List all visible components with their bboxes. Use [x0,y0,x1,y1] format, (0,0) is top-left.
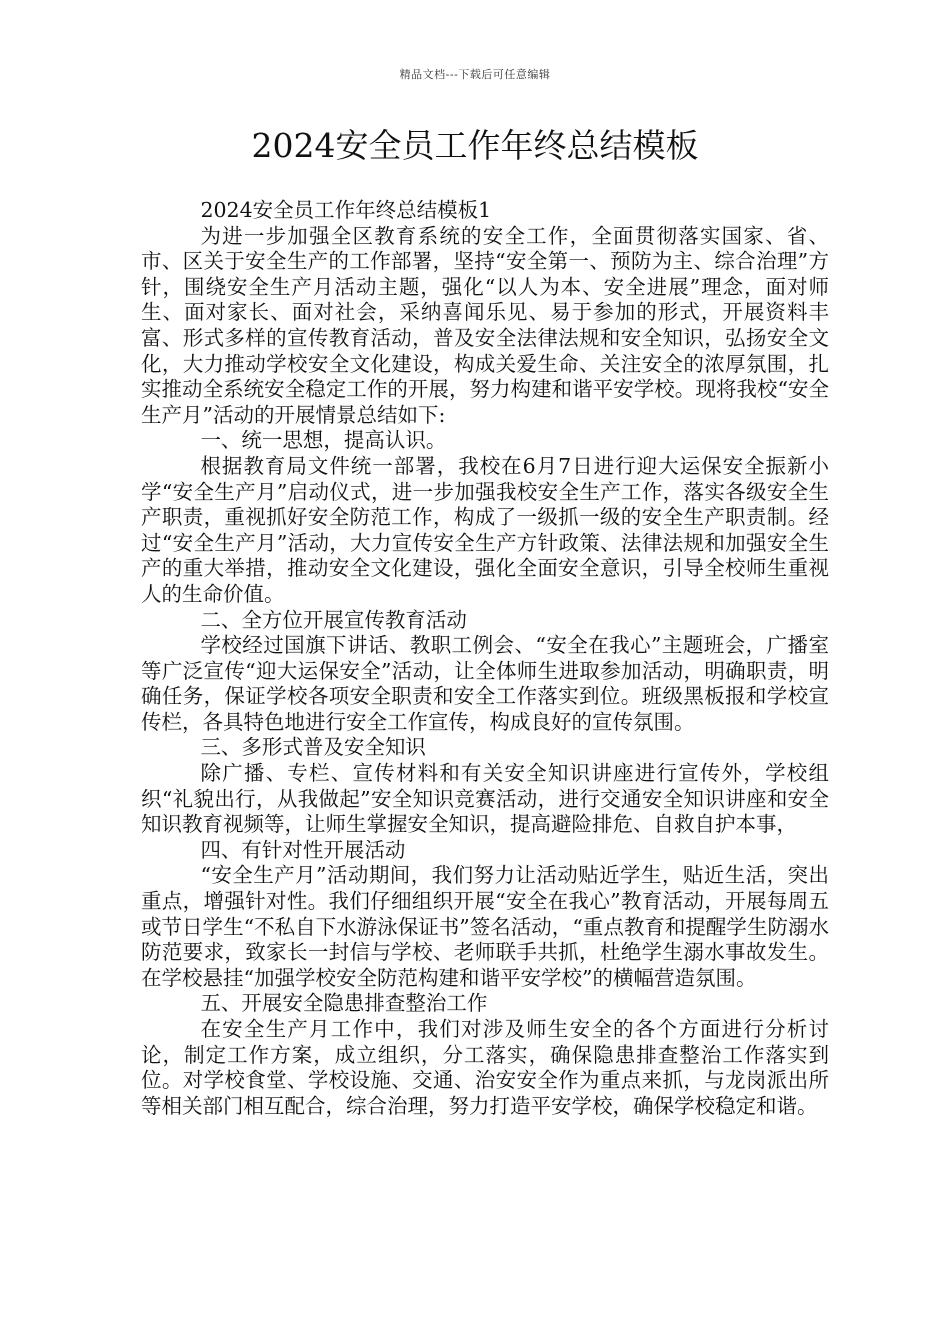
paragraph: 在安全生产月工作中，我们对涉及师生安全的各个方面进行分析讨论，制定工作方案，成立组织，分工落实，确保隐患排查整治工作落实到位。对学校食堂、学校设施、交通、治安安全作为重点来抓，与龙岗派出所等相关部门相互配合，综合治理，努力打造平安学校，确保学校稳定和谐。 [141,1017,829,1118]
section-heading: 四、有针对性开展活动 [200,837,406,862]
paragraph: 为进一步加强全区教育系统的安全工作，全面贯彻落实国家、省、市、区关于安全生产的工作部署，坚持“安全第一、预防为主、综合治理”方针，围绕安全生产月活动主题，强化“以人为本、安全进展”理念，面对师生、面对家长、面对社会，采纳喜闻乐见、易于参加的形式，开展资料丰富、形式多样的宣传教育活动，普及安全法律法规和安全知识，弘扬安全文化，大力推动学校安全文化建设，构成关爱生命、关注安全的浓厚氛围，扎实推动全系统安全稳定工作的开展，努力构建和谐平安学校。现将我校“安全生产月”活动的开展情景总结如下: [141,223,829,427]
header-note: 精品文档---下载后可任意编辑 [399,68,551,81]
paragraph: 根据教育局文件统一部署，我校在6月7日进行迎大运保安全振新小学“安全生产月”启动仪式，进一步加强我校安全生产工作，落实各级安全生产职责，重视抓好安全防范工作，构成了一级抓一级的安全生产职责制。经过“安全生产月”活动，大力宣传安全生产方针政策、法律法规和加强安全生产的重大举措，推动安全文化建设，强化全面安全意识，引导全校师生重视人的生命价值。 [141,453,829,606]
paragraph: 除广播、专栏、宣传材料和有关安全知识讲座进行宣传外，学校组织“礼貌出行，从我做起”安全知识竞赛活动，进行交通安全知识讲座和安全知识教育视频等，让师生掌握安全知识，提高避险排危、自救自护本事， [141,761,829,837]
document-subtitle: 2024安全员工作年终总结模板1 [200,198,492,222]
document-body [141,198,829,1119]
section-heading: 三、多形式普及安全知识 [200,735,426,760]
section-heading: 一、统一思想，提高认识。 [200,428,447,453]
paragraph: “安全生产月”活动期间，我们努力让活动贴近学生，贴近生活，突出重点，增强针对性。我们仔细组织开展“安全在我心”教育活动，开展每周五或节日学生“不私自下水游泳保证书”签名活动，“重点教育和提醒学生防溺水防范要求，致家长一封信与学校、老师联手共抓，杜绝学生溺水事故发生。在学校悬挂“加强学校安全防范构建和谐平安学校”的横幅营造氛围。 [141,863,829,990]
section-heading: 五、开展安全隐患排查整治工作 [200,991,488,1016]
section-heading: 二、全方位开展宣传教育活动 [200,607,467,632]
document-title: 2024安全员工作年终总结模板 [251,126,699,165]
paragraph: 学校经过国旗下讲话、教职工例会、“安全在我心”主题班会，广播室等广泛宣传“迎大运保安全”活动，让全体师生进取参加活动，明确职责，明确任务，保证学校各项安全职责和安全工作落实到位。班级黑板报和学校宣传栏，各具特色地进行安全工作宣传，构成良好的宣传氛围。 [141,633,829,734]
